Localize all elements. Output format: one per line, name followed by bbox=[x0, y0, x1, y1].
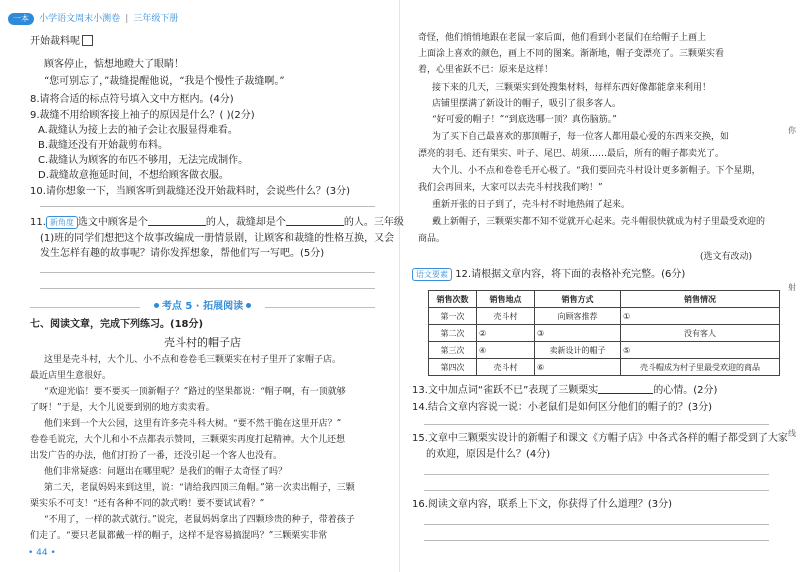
story-line: 戴上新帽子，三颗栗实都不知不觉就开心起来。壳斗帽很快就成为村子里最受欢迎的 bbox=[432, 217, 766, 227]
question-11-line3: 发生怎样有趣的故事呢？请你发挥想象，帮他们写一写吧。(5分) bbox=[40, 248, 325, 259]
question-16: 16.阅读文章内容，联系上下文，你获得了什么道理？(3分) bbox=[412, 499, 673, 510]
story-line: 重新开张的日子到了，壳斗村不时地热闹了起来。 bbox=[432, 200, 631, 210]
story-line: 栗实乐不可支！“还有各种不同的款式哟！要不要试试看？” bbox=[30, 499, 265, 509]
table-header: 销售次数 bbox=[429, 291, 477, 308]
literacy-badge: 语文要素 bbox=[412, 268, 452, 281]
story-line: 着，心里雀跃不已：原来是这样！ bbox=[418, 65, 554, 75]
story-line: 卷卷毛说完，大个儿和小不点都表示赞同，三颗栗实再度打起精神。大个儿还想 bbox=[30, 435, 346, 445]
table-row: 第三次 ④ 卖新设计的帽子 ⑤ bbox=[429, 342, 780, 359]
answer-cell[interactable]: ⑥ bbox=[535, 359, 621, 376]
new-angle-badge: 新角度 bbox=[46, 216, 78, 229]
table-header: 销售地点 bbox=[477, 291, 535, 308]
table-row: 第一次 壳斗村 向顾客推荐 ① bbox=[429, 308, 780, 325]
table-row: 第四次 壳斗村 ⑥ 壳斗帽成为村子里最受欢迎的商品 bbox=[429, 359, 780, 376]
story-line: 他们来到一个大公园，这里有许多壳斗科大树。“要不然干脆在这里开店？” bbox=[44, 419, 342, 429]
question-9: 9.裁缝不用给顾客接上袖子的原因是什么？( )(2分) bbox=[30, 110, 255, 121]
right-page bbox=[400, 0, 800, 572]
question-15-line2: 的欢迎，原因是什么？(4分) bbox=[426, 449, 551, 460]
answer-cell[interactable]: ② bbox=[477, 325, 535, 342]
question-8: 8.请将合适的标点符号填入文中方框内。(4分) bbox=[30, 94, 234, 105]
grade-label: 三年级下册 bbox=[133, 14, 179, 24]
sales-table bbox=[428, 290, 780, 376]
question-11: 11. 新角度 选文中顾客是个 的人，裁缝却是个 的人。三年级 bbox=[30, 217, 404, 228]
story-line: 接下来的几天，三颗栗实到处搜集材料，每样东西好像都能拿来利用！ bbox=[432, 83, 712, 93]
story-line: 出发广告的办法，他们打扮了一番，还没引起一个客人也没有。 bbox=[30, 451, 283, 461]
question-15: 15.文章中三颗栗实设计的新帽子和课文《方帽子店》中各式各样的帽子都受到了大家 bbox=[412, 433, 788, 444]
answer-cell[interactable]: ① bbox=[621, 308, 780, 325]
answer-line[interactable] bbox=[424, 540, 769, 541]
story-line: “欢迎光临！要不要买一顶新帽子？”路过的坚果都说：“帽子啊，有一顶就够 bbox=[44, 387, 346, 397]
story-line: 奇怪，他们悄悄地跟在老鼠一家后面，他们看到小老鼠们在给帽子上画上 bbox=[418, 33, 707, 43]
brand-logo: 一本 bbox=[8, 13, 34, 25]
option-a[interactable]: A.裁缝认为接上去的袖子会让衣服显得难看。 bbox=[38, 125, 238, 136]
answer-line[interactable] bbox=[424, 474, 769, 475]
text-line: 开始裁料呢 bbox=[30, 35, 93, 48]
story-line: 第二天，老鼠妈妈来到这里，说：“请给我四顶三角帽。”第一次卖出帽子，三颗 bbox=[44, 483, 355, 493]
story-line: “好可爱的帽子！”“到底选哪一顶？真伤脑筋。” bbox=[432, 115, 617, 125]
story-line: 为了买下自己最喜欢的那顶帽子，每一位客人都用最心爱的东西来交换，如 bbox=[432, 132, 730, 142]
option-d[interactable]: D.裁缝故意拖延时间，不想给顾客做衣服。 bbox=[38, 170, 229, 181]
cut-mark: 线 bbox=[788, 429, 796, 438]
story-line: “不用了，一样的款式就行。”说完，老鼠妈妈拿出了四颗珍贵的种子，带着孩子 bbox=[44, 515, 355, 525]
answer-cell[interactable]: ④ bbox=[477, 342, 535, 359]
question-13: 13.文中加点词“雀跃不已”表现了三颗栗实 的心情。(2分) bbox=[412, 385, 718, 396]
answer-blank[interactable] bbox=[148, 216, 206, 226]
page-header: 一本 小学语文周末小测卷 | 三年级下册 bbox=[8, 6, 178, 25]
answer-line[interactable] bbox=[40, 206, 375, 207]
option-c[interactable]: C.裁缝认为顾客的布匹不够用，无法完成制作。 bbox=[38, 155, 249, 166]
story-line: 我们会再回来，大家可以去壳斗村找我们哟！” bbox=[418, 183, 603, 193]
answer-cell[interactable]: ③ bbox=[535, 325, 621, 342]
story-title: 壳斗村的帽子店 bbox=[164, 336, 241, 349]
table-header: 销售方式 bbox=[535, 291, 621, 308]
question-12: 语文要素 12.请根据文章内容，将下面的表格补充完整。(6分) bbox=[412, 268, 685, 281]
story-line: 漂亮的羽毛、还有果实、叶子、尾巴、胡须……最后，所有的帽子都卖光了。 bbox=[418, 149, 725, 159]
story-line: 上面涂上喜欢的颜色，画上不同的图案。渐渐地，帽子变漂亮了。三颗栗实看 bbox=[418, 49, 725, 59]
story-line: 商品。 bbox=[418, 234, 446, 244]
punctuation-box[interactable] bbox=[82, 35, 93, 46]
series-name: 小学语文周末小测卷 bbox=[39, 14, 121, 24]
answer-line[interactable] bbox=[424, 524, 769, 525]
cut-mark: 射 bbox=[788, 283, 796, 292]
question-10: 10.请你想象一下，当顾客听到裁缝还没开始裁料时，会说些什么？(3分) bbox=[30, 186, 351, 197]
answer-line[interactable] bbox=[424, 424, 769, 425]
section-banner: 考点 5 · 拓展阅读 bbox=[30, 298, 375, 316]
answer-line[interactable] bbox=[424, 490, 769, 491]
answer-blank[interactable] bbox=[598, 384, 653, 394]
source-note: (选文有改动) bbox=[700, 252, 753, 262]
answer-blank[interactable] bbox=[286, 216, 344, 226]
story-line: 他们非常疑惑：问题出在哪里呢？是我们的帽子太奇怪了吗？ bbox=[44, 467, 288, 477]
story-line: 最近店里生意很好。 bbox=[30, 371, 112, 381]
story-line: 这里是壳斗村，大个儿、小不点和卷卷毛三颗栗实在村子里开了家帽子店。 bbox=[44, 355, 342, 365]
story-line: 了呀！”于是，大个儿说要到别的地方卖卖看。 bbox=[30, 403, 215, 413]
page-number: • 44 • bbox=[28, 548, 56, 558]
story-line: 大个儿、小不点和卷卷毛开心极了。“我们要回壳斗村设计更多新帽子。下个星期， bbox=[432, 166, 761, 176]
cut-mark: 你 bbox=[788, 126, 796, 135]
question-14: 14.结合文章内容说一说：小老鼠们是如何区分他们的帽子的？(3分) bbox=[412, 402, 713, 413]
table-row: 第二次 ② ③ 没有客人 bbox=[429, 325, 780, 342]
answer-line[interactable] bbox=[40, 272, 375, 273]
text-line: 顾客停止，惦想地瞪大了眼睛！ bbox=[44, 59, 184, 70]
answer-cell[interactable]: ⑤ bbox=[621, 342, 780, 359]
text-line: “您可别忘了，”裁缝提醒他说，“我是个慢性子裁缝啊。” bbox=[44, 76, 285, 87]
story-line: 们走了。“要只老鼠都戴一样的帽子，这样不是容易搞混吗？”三颗栗实非常 bbox=[30, 531, 328, 541]
question-11-line2: (1)班的同学们想把这个故事改编成一册情景剧，让顾客和裁缝的性格互换，又会 bbox=[40, 233, 395, 244]
section-seven: 七、阅读文章，完成下列练习。(18分) bbox=[30, 319, 204, 330]
answer-line[interactable] bbox=[40, 288, 375, 289]
option-b[interactable]: B.裁缝还没有开始裁剪布料。 bbox=[38, 140, 169, 151]
table-header: 销售情况 bbox=[621, 291, 780, 308]
story-line: 店铺里摆满了新设计的帽子，吸引了很多客人。 bbox=[432, 99, 622, 109]
